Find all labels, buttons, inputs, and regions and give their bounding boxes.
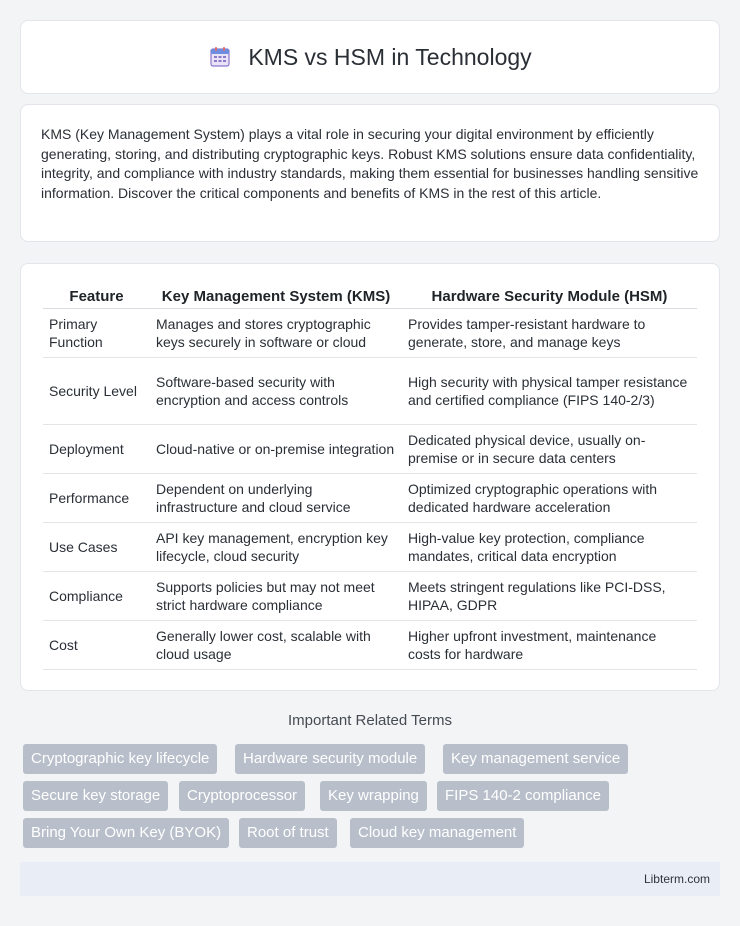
- related-term-tag[interactable]: Cryptoprocessor: [179, 781, 305, 811]
- title-card: [20, 20, 720, 94]
- feature-cell: Cost: [43, 620, 150, 669]
- table-row: [43, 522, 697, 571]
- hsm-cell: Higher upfront investment, maintenance costs for hardware: [402, 620, 697, 669]
- hsm-cell: Meets stringent regulations like PCI-DSS, HIPAA, GDPR: [402, 571, 697, 620]
- intro-text: KMS (Key Management System) plays a vital role in securing your digital environment by efficiently generating, storing, and distributing cryptographic keys. Robust KMS solutions ensure data confidentiality, integrity, and compliance with industry standards, making them essential for businesses handling sensitive information. Discover the critical components and benefits of KMS in the rest of this article.: [41, 126, 699, 201]
- related-term-tag[interactable]: Key wrapping: [320, 781, 427, 811]
- related-term-tag[interactable]: Root of trust: [239, 818, 337, 848]
- kms-cell: Manages and stores cryptographic keys securely in software or cloud: [150, 308, 402, 357]
- table-row: [43, 473, 697, 522]
- table-row: [43, 620, 697, 669]
- kms-cell: API key management, encryption key lifecycle, cloud security: [150, 522, 402, 571]
- footer: [20, 862, 720, 896]
- feature-cell: Primary Function: [43, 308, 150, 357]
- comparison-card: [20, 263, 720, 691]
- table-row: [43, 571, 697, 620]
- table-header-row: [43, 286, 697, 308]
- kms-cell: Supports policies but may not meet strict hardware compliance: [150, 571, 402, 620]
- table-row: [43, 308, 697, 357]
- related-term-tag[interactable]: Secure key storage: [23, 781, 168, 811]
- header-hsm: Hardware Security Module (HSM): [402, 286, 697, 308]
- related-term-tag[interactable]: Cryptographic key lifecycle: [23, 744, 217, 774]
- feature-cell: Use Cases: [43, 522, 150, 571]
- calendar-icon: [208, 45, 232, 69]
- comparison-table: [43, 286, 697, 670]
- related-terms-title: Important Related Terms: [288, 712, 452, 729]
- hsm-cell: Dedicated physical device, usually on-premise or in secure data centers: [402, 424, 697, 473]
- kms-cell: Generally lower cost, scalable with cloud usage: [150, 620, 402, 669]
- hsm-cell: High security with physical tamper resistance and certified compliance (FIPS 140-2/3): [402, 357, 697, 424]
- related-term-tag[interactable]: Key management service: [443, 744, 628, 774]
- intro-card: [20, 104, 720, 242]
- related-term-tag[interactable]: Cloud key management: [350, 818, 524, 848]
- feature-cell: Security Level: [43, 357, 150, 424]
- kms-cell: Dependent on underlying infrastructure and cloud service: [150, 473, 402, 522]
- related-term-tag[interactable]: Hardware security module: [235, 744, 425, 774]
- hsm-cell: Provides tamper-resistant hardware to generate, store, and manage keys: [402, 308, 697, 357]
- feature-cell: Deployment: [43, 424, 150, 473]
- table-row: [43, 424, 697, 473]
- hsm-cell: High-value key protection, compliance mandates, critical data encryption: [402, 522, 697, 571]
- hsm-cell: Optimized cryptographic operations with dedicated hardware acceleration: [402, 473, 697, 522]
- table-row: [43, 357, 697, 424]
- header-feature: Feature: [43, 286, 150, 308]
- related-term-tag[interactable]: Bring Your Own Key (BYOK): [23, 818, 229, 848]
- footer-site-link[interactable]: Libterm.com: [643, 872, 710, 886]
- kms-cell: Software-based security with encryption and access controls: [150, 357, 402, 424]
- kms-cell: Cloud-native or on-premise integration: [150, 424, 402, 473]
- feature-cell: Performance: [43, 473, 150, 522]
- header-kms: Key Management System (KMS): [150, 286, 402, 308]
- related-term-tag[interactable]: FIPS 140-2 compliance: [437, 781, 609, 811]
- feature-cell: Compliance: [43, 571, 150, 620]
- page-title: KMS vs HSM in Technology: [248, 43, 532, 70]
